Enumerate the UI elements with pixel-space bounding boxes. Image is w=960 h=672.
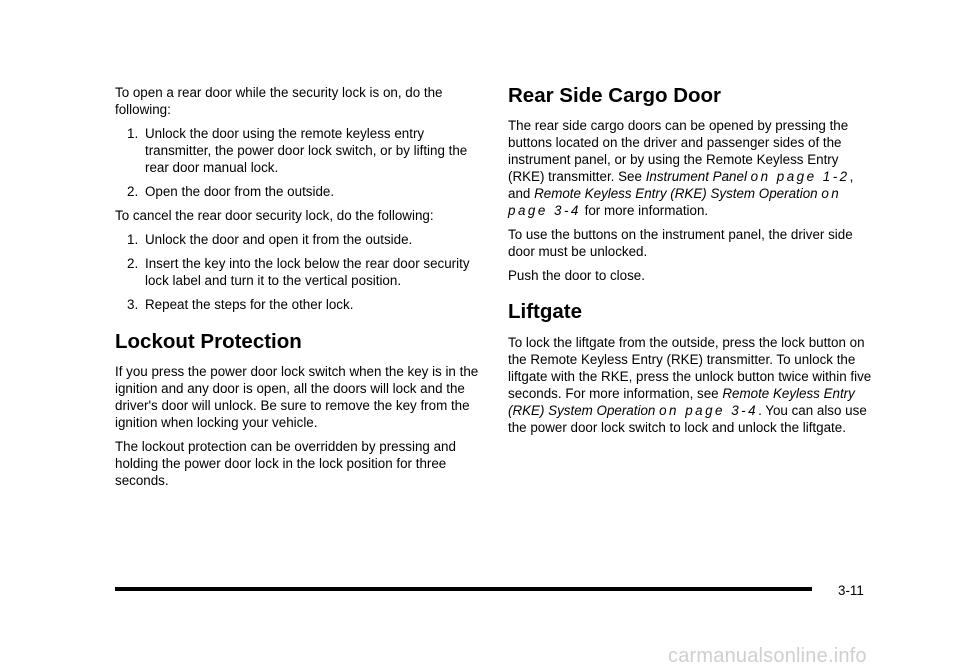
list-item: 2. Open the door from the outside. [127, 184, 335, 199]
footer-rule [115, 587, 812, 591]
cancel-lock-steps [115, 231, 485, 313]
cargo-paragraph-2: To use the buttons on the instrument panel, the driver side door must be unlocked. [508, 227, 853, 259]
instrument-panel-reference: Instrument Panel [645, 169, 747, 184]
page-reference: on page 3-4 [508, 186, 842, 218]
liftgate-heading: Liftgate [508, 300, 583, 323]
cargo-paragraph-1: The rear side cargo doors can be opened by pressing the buttons located on the driver and passenger sides of the instrument panel, or by using the Remote Keyless Entry (RKE) transmitter. See Instrument Panel on page 1-2, and Remote Keyless Entry (RKE) System Operation on page 3-4 for more information. [508, 118, 854, 218]
rke-system-reference: Remote Keyless Entry (RKE) System Operation [534, 186, 818, 201]
lockout-paragraph-1: If you press the power door lock switch when the key is in the ignition and any door is open, all the doors will lock and the driver's door will unlock. Be sure to remove the key from the ignition when locking your vehicle. [115, 364, 479, 430]
list-item: 2. Insert the key into the lock below the rear door security lock label and turn it to the vertical position. [127, 256, 470, 288]
rear-side-cargo-door-heading: Rear Side Cargo Door [508, 84, 722, 107]
list-item: 1. Unlock the door using the remote keyless entry transmitter, the power door lock switch, or by lifting the rear door manual lock. [127, 126, 468, 175]
page-reference: on page 3-4 [659, 403, 759, 418]
cancel-lock-intro: To cancel the rear door security lock, do the following: [115, 208, 434, 223]
cargo-paragraph-3: Push the door to close. [508, 268, 645, 283]
left-column [115, 84, 485, 489]
security-lock-intro: To open a rear door while the security lock is on, do the following: [115, 85, 443, 117]
open-door-steps [115, 125, 485, 200]
lockout-protection-heading: Lockout Protection [115, 330, 302, 353]
liftgate-paragraph: To lock the liftgate from the outside, press the lock button on the Remote Keyless Entry (RKE) transmitter. To unlock the liftgate with the RKE, press the unlock button twice within five seconds. For more information, see Remote Keyless Entry (RKE) System Operation on page 3-4. You can also use the power door lock switch to lock and unlock the liftgate. [508, 335, 872, 435]
watermark: carmanualsonline.info [668, 645, 867, 667]
page-number: 3-11 [838, 583, 864, 598]
lockout-paragraph-2: The lockout protection can be overridden by pressing and holding the power door lock in the lock position for three seconds. [115, 439, 456, 488]
list-item: 3. Repeat the steps for the other lock. [127, 297, 354, 312]
right-column [508, 84, 878, 436]
rke-system-reference: Remote Keyless Entry (RKE) System Operation [508, 386, 855, 418]
list-item: 1. Unlock the door and open it from the outside. [127, 232, 413, 247]
page-reference: on page 1-2 [750, 169, 850, 184]
